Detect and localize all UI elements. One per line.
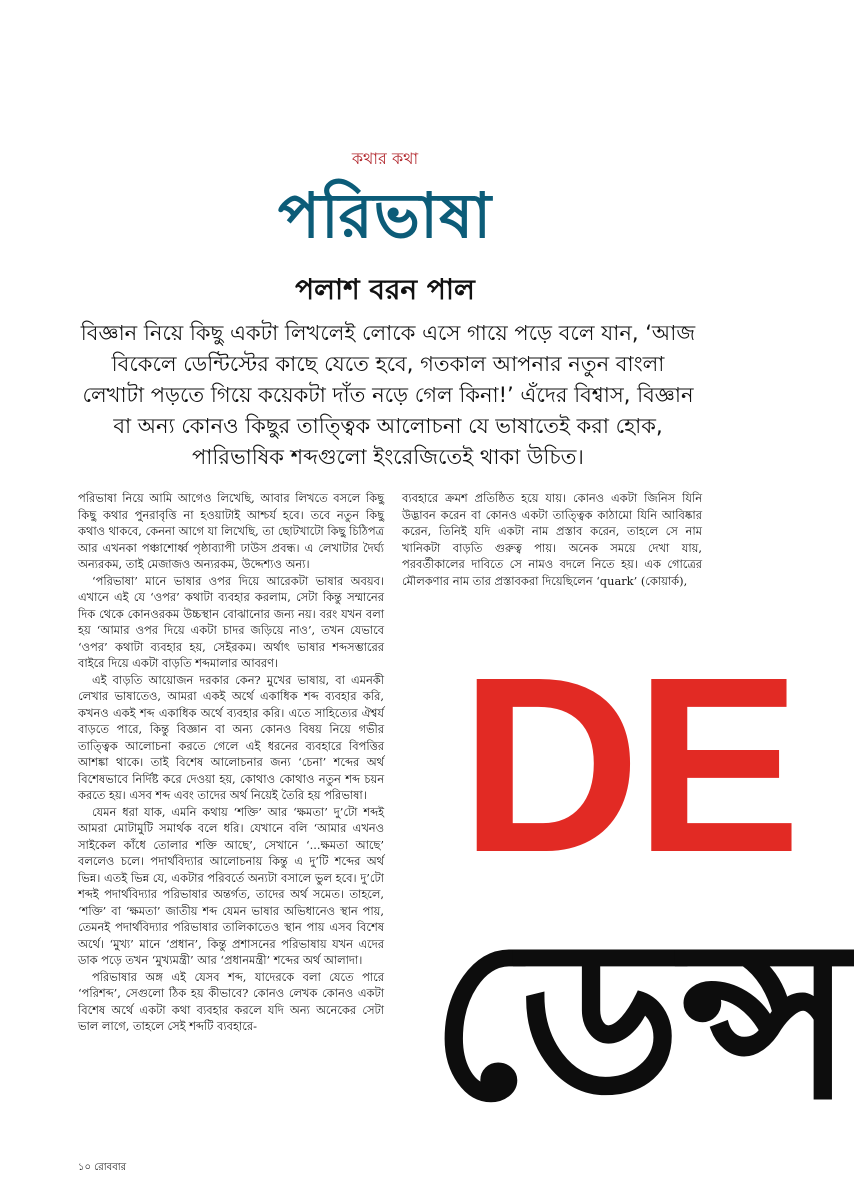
body-column-right: [402, 490, 702, 610]
lead-paragraph: বিজ্ঞান নিয়ে কিছু একটা লিখলেই লোকে এসে গায়ে পড়ে বলে যান, ‘আজ বিকেলে ডেন্টিস্টের কাছে যেতে হবে, গতকাল আপনার নতুন বাংলা লেখাটা পড়তে গিয়ে কয়েকটা দাঁত নড়ে গেল কিনা!’ এঁদের বিশ্বাস, বিজ্ঞান বা অন্য কোনও কিছুর তাত্ত্বিক আলোচনা যে ভাষাতেই করা হোক, পারিভাষিক শব্দগুলো ইংরেজিতেই থাকা উচিত।: [80, 321, 696, 469]
page-footer: ১০ রোববার: [78, 1162, 127, 1173]
art-black-bengali-letters: ডেন্স: [430, 892, 854, 1148]
article-author: পলাশ বরন পাল: [295, 273, 475, 306]
body-paragraph: ব্যবহারে ক্রমশ প্রতিষ্ঠিত হয়ে যায়। কোনও একটা জিনিস যিনি উদ্ভাবন করেন বা কোনও একটা তাত্ত্বিক কাঠামো যিনি আবিষ্কার করেন, তিনিই যদি একটা নাম প্রস্তাব করেন, তাহলে সে নাম খানিকটা বাড়তি গুরুত্ব পায়। অনেক সময়ে দেখা যায়, পরবর্তীকালের দাবিতে সে নামও বদলে নিতে হয়। এক গোত্রের মৌলকণার নাম তার প্রস্তাবকরা দিয়েছিলেন ‘quark’ (কোয়ার্ক),: [402, 491, 702, 588]
section-kicker: কথার কথা: [351, 149, 419, 168]
art-red-letters: DE: [460, 625, 796, 904]
body-column-left: [78, 490, 384, 1090]
decorative-typography-art: [420, 625, 854, 1197]
body-paragraph: পরিভাষার অঙ্গ এই যেসব শব্দ, যাদেরকে বলা যেতে পারে ‘পরিশব্দ’, সেগুলো ঠিক হয় কীভাবে? কোনও লেখক কোনও একটা বিশেষ অর্থে একটা কথা ব্যবহার করলে যদি অন্য অনেকের সেটা ভাল লাগে, তাহলে সেই শব্দটি ব্যবহারে-: [78, 969, 384, 1033]
body-paragraph: যেমন ধরা যাক, এমনি কথায় ‘শক্তি’ আর ‘ক্ষমতা’ দু’টো শব্দই আমরা মোটামুটি সমার্থক বলে ধরি। যেখানে বলি ‘আমার এখনও সাইকেল কাঁধে তোলার শক্তি আছে’, সেখানে ‘...ক্ষমতা আছে’ বললেও চলে। পদার্থবিদ্যার আলোচনায় কিন্তু এ দু’টি শব্দের অর্থ ভিন্ন। এতই ভিন্ন যে, একটার পরিবর্তে অন্যটা বসালে ভুল হবে। দু’টো শব্দই পদার্থবিদ্যার পরিভাষার অন্তর্গত, তাদের অর্থ সমেত। তাহলে, ‘শক্তি’ বা ‘ক্ষমতা’ জাতীয় শব্দ যেমন ভাষার অভিধানেও স্থান পায়, তেমনই পদার্থবিদ্যার পরিভাষার তালিকাতেও স্থান পায় এসব বিশেষ অর্থে। ‘মুখ্য’ মানে ‘প্রধান’, কিন্তু প্রশাসনের পরিভাষায় যখন এদের ডাক পড়ে তখন ‘মুখ্যমন্ত্রী’ আর ‘প্রধানমন্ত্রী’ শব্দের অর্থ আলাদা।: [78, 804, 384, 967]
body-paragraph: ‘পরিভাষা’ মানে ভাষার ওপর দিয়ে আরেকটা ভাষার অবয়ব। এখানে এই যে ‘ওপর’ কথাটা ব্যবহার করলাম, সেটা কিন্তু সম্মানের দিক থেকে কোনওরকম উচ্চস্থান বোঝানোর জন্য নয়। বরং যখন বলা হয় ‘আমার ওপর দিয়ে একটা চাদর জড়িয়ে নাও’, তখন যেভাবে ‘ওপর’ কথাটা ব্যবহার হয়, সেইরকম। অর্থাৎ ভাষার শব্দসম্ভারের বাইরে দিয়ে একটা বাড়তি শব্দমালার আবরণ।: [78, 573, 384, 670]
article-title: পরিভাষা: [277, 179, 493, 252]
body-paragraph: এই বাড়তি আয়োজন দরকার কেন? মুখের ভাষায়, বা এমনকী লেখার ভাষাতেও, আমরা একই অর্থে একাধিক শব্দ ব্যবহার করি, কখনও একই শব্দ একাধিক অর্থে ব্যবহার করি। এতে সাহিত্যের ঐশ্বর্য বাড়তে পারে, কিন্তু বিজ্ঞান বা অন্য কোনও বিষয় নিয়ে গভীর তাত্ত্বিক আলোচনা করতে গেলে এই ধরনের ব্যবহারে বিপত্তির আশঙ্কা থাকে। তাই বিশেষ আলোচনার জন্য ‘চেনা’ শব্দের অর্থ বিশেষভাবে নির্দিষ্ট করে দেওয়া হয়, কোথাও কোথাও নতুন শব্দ চয়ন করতে হয়। এসব শব্দ এবং তাদের অর্থ নিয়েই তৈরি হয় পরিভাষা।: [78, 672, 384, 802]
body-paragraph: পরিভাষা নিয়ে আমি আগেও লিখেছি, আবার লিখতে বসলে কিছু কিছু কথার পুনরাবৃত্তি না হওয়াটাই আশ্চর্য হবে। তবে নতুন কিছু কথাও থাকবে, কেননা আগে যা লিখেছি, তা ছোটখাটো কিছু চিঠিপত্র আর এখনকা পঞ্চাশোর্ধ্ব পৃষ্ঠাব্যাপী ঢাউস প্রবন্ধ। এ লেখাটার দৈর্ঘ্য অন্যরকম, তাই মেজাজও অন্যরকম, উদ্দেশ্যও অন্য।: [78, 491, 384, 571]
